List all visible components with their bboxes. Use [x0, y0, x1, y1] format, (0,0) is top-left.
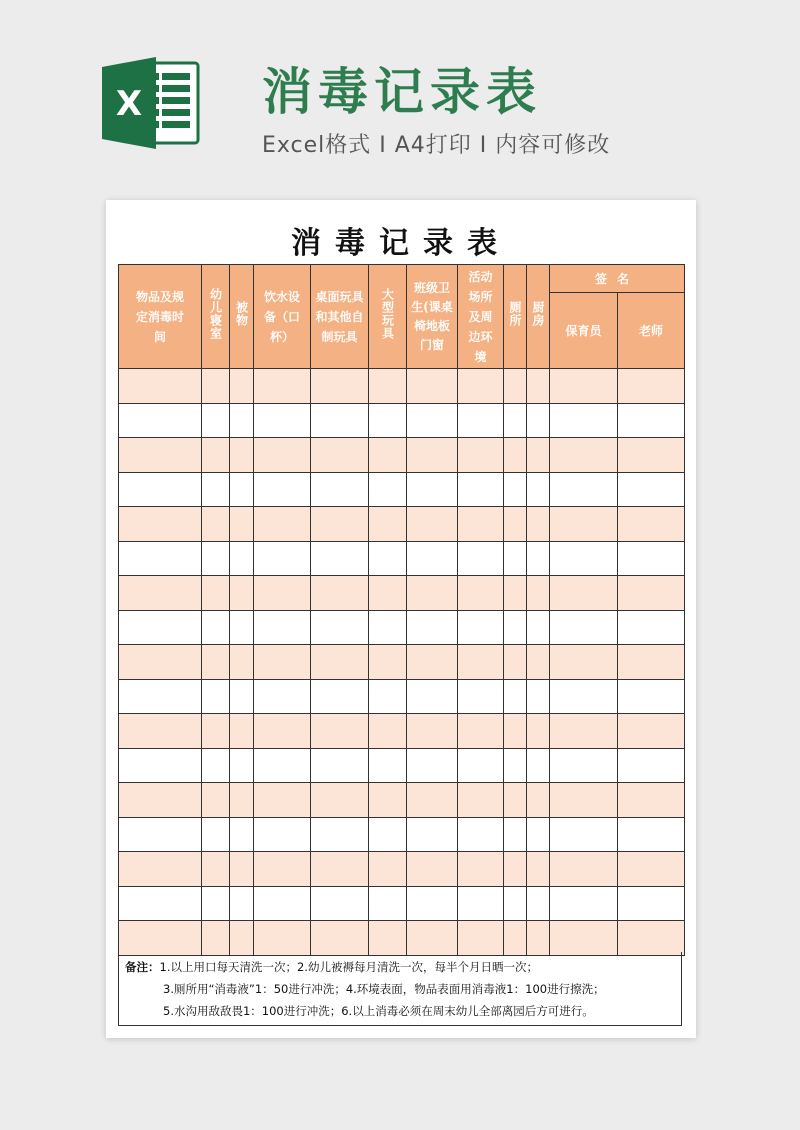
table-cell[interactable] [618, 403, 685, 438]
table-cell[interactable] [527, 403, 550, 438]
table-cell[interactable] [369, 438, 407, 473]
table-cell[interactable] [119, 438, 202, 473]
table-row [119, 679, 685, 714]
table-cell[interactable] [458, 714, 504, 749]
table-cell[interactable] [504, 921, 527, 956]
table-cell[interactable] [504, 507, 527, 542]
table-cell[interactable] [550, 921, 618, 956]
table-cell[interactable] [202, 472, 230, 507]
table-cell[interactable] [311, 748, 369, 783]
table-cell[interactable] [202, 610, 230, 645]
table-cell[interactable] [311, 783, 369, 818]
table-cell[interactable] [311, 817, 369, 852]
table-cell[interactable] [119, 679, 202, 714]
table-cell[interactable] [254, 679, 311, 714]
table-cell[interactable] [527, 679, 550, 714]
table-cell[interactable] [527, 369, 550, 404]
table-row [119, 852, 685, 887]
table-cell[interactable] [618, 438, 685, 473]
table-cell[interactable] [527, 610, 550, 645]
table-cell[interactable] [407, 886, 458, 921]
table-cell[interactable] [407, 403, 458, 438]
table-cell[interactable] [254, 507, 311, 542]
table-cell[interactable] [202, 679, 230, 714]
banner-subtitle: Excel格式 I A4打印 I 内容可修改 [262, 133, 611, 158]
table-cell[interactable] [230, 438, 254, 473]
table-cell[interactable] [550, 507, 618, 542]
table-cell[interactable] [504, 783, 527, 818]
table-cell[interactable] [119, 403, 202, 438]
table-cell[interactable] [119, 783, 202, 818]
table-cell[interactable] [254, 852, 311, 887]
table-cell[interactable] [119, 472, 202, 507]
table-cell[interactable] [230, 852, 254, 887]
table-cell[interactable] [407, 438, 458, 473]
table-cell[interactable] [202, 541, 230, 576]
notes-line-1: 1.以上用口每天清洗一次；2.幼儿被褥每月清洗一次，每半个月日晒一次； [159, 960, 538, 974]
table-cell[interactable] [504, 714, 527, 749]
table-cell[interactable] [254, 817, 311, 852]
table-cell[interactable] [550, 679, 618, 714]
table-cell[interactable] [369, 645, 407, 680]
table-cell[interactable] [618, 541, 685, 576]
table-cell[interactable] [119, 610, 202, 645]
notes-label: 备注： [125, 960, 160, 974]
table-cell[interactable] [119, 886, 202, 921]
table-cell[interactable] [618, 645, 685, 680]
table-cell[interactable] [119, 576, 202, 611]
record-table [118, 264, 685, 956]
table-cell[interactable] [458, 576, 504, 611]
table-cell[interactable] [527, 886, 550, 921]
table-cell[interactable] [311, 507, 369, 542]
table-cell[interactable] [254, 438, 311, 473]
header-bedding: 被物 [230, 265, 254, 369]
table-cell[interactable] [527, 472, 550, 507]
table-cell[interactable] [407, 679, 458, 714]
table-cell[interactable] [230, 679, 254, 714]
table-cell[interactable] [504, 369, 527, 404]
table-cell[interactable] [550, 438, 618, 473]
table-cell[interactable] [254, 403, 311, 438]
logo-letter: X [115, 84, 143, 124]
table-cell[interactable] [407, 541, 458, 576]
table-cell[interactable] [311, 645, 369, 680]
table-cell[interactable] [504, 886, 527, 921]
table-cell[interactable] [504, 576, 527, 611]
table-cell[interactable] [369, 369, 407, 404]
table-cell[interactable] [254, 576, 311, 611]
table-cell[interactable] [119, 507, 202, 542]
table-row [119, 472, 685, 507]
table-cell[interactable] [202, 817, 230, 852]
table-cell[interactable] [202, 886, 230, 921]
table-cell[interactable] [254, 783, 311, 818]
table-cell[interactable] [504, 472, 527, 507]
table-cell[interactable] [504, 748, 527, 783]
table-cell[interactable] [407, 576, 458, 611]
banner-title: 消毒记录表 [262, 63, 542, 121]
table-cell[interactable] [618, 472, 685, 507]
table-cell[interactable] [369, 472, 407, 507]
table-cell[interactable] [618, 679, 685, 714]
table-cell[interactable] [369, 576, 407, 611]
table-cell[interactable] [230, 817, 254, 852]
table-cell[interactable] [202, 369, 230, 404]
table-cell[interactable] [311, 679, 369, 714]
table-cell[interactable] [550, 886, 618, 921]
table-cell[interactable] [527, 438, 550, 473]
table-cell[interactable] [202, 645, 230, 680]
table-row [119, 576, 685, 611]
table-cell[interactable] [458, 541, 504, 576]
table-cell[interactable] [458, 369, 504, 404]
table-row [119, 783, 685, 818]
table-cell[interactable] [458, 645, 504, 680]
table-cell[interactable] [618, 369, 685, 404]
table-row [119, 886, 685, 921]
table-cell[interactable] [254, 921, 311, 956]
table-cell[interactable] [202, 438, 230, 473]
header-caregiver: 保育员 [550, 293, 618, 369]
table-row [119, 748, 685, 783]
table-cell[interactable] [550, 817, 618, 852]
table-row [119, 403, 685, 438]
table-cell[interactable] [527, 817, 550, 852]
table-cell[interactable] [202, 921, 230, 956]
header-teacher: 老师 [618, 293, 685, 369]
table-cell[interactable] [618, 886, 685, 921]
table-cell[interactable] [119, 645, 202, 680]
table-cell[interactable] [311, 472, 369, 507]
table-cell[interactable] [311, 438, 369, 473]
table-cell[interactable] [458, 886, 504, 921]
notes-box [118, 952, 682, 1026]
table-cell[interactable] [618, 714, 685, 749]
table-cell[interactable] [119, 748, 202, 783]
table-cell[interactable] [369, 921, 407, 956]
document-page [106, 200, 696, 1038]
table-cell[interactable] [230, 645, 254, 680]
table-cell[interactable] [119, 714, 202, 749]
table-cell[interactable] [119, 541, 202, 576]
table-cell[interactable] [254, 714, 311, 749]
table-cell[interactable] [311, 541, 369, 576]
table-row [119, 369, 685, 404]
table-cell[interactable] [369, 541, 407, 576]
table-cell[interactable] [254, 369, 311, 404]
table-row [119, 645, 685, 680]
table-cell[interactable] [230, 576, 254, 611]
table-cell[interactable] [550, 852, 618, 887]
table-cell[interactable] [202, 507, 230, 542]
table-cell[interactable] [230, 886, 254, 921]
table-cell[interactable] [527, 714, 550, 749]
table-cell[interactable] [458, 507, 504, 542]
header-toilet: 厕所 [504, 265, 527, 369]
table-cell[interactable] [369, 817, 407, 852]
table-cell[interactable] [311, 886, 369, 921]
notes-line-2: 3.厕所用“消毒液”1：50进行冲洗；4.环境表面，物品表面用消毒液1：100进行擦洗； [163, 982, 605, 996]
table-cell[interactable] [369, 886, 407, 921]
table-cell[interactable] [504, 403, 527, 438]
table-cell[interactable] [311, 852, 369, 887]
header-dorm: 幼儿寝室 [202, 265, 230, 369]
table-cell[interactable] [230, 783, 254, 818]
table-cell[interactable] [119, 817, 202, 852]
table-cell[interactable] [458, 438, 504, 473]
table-cell[interactable] [407, 852, 458, 887]
table-cell[interactable] [407, 714, 458, 749]
table-cell[interactable] [504, 438, 527, 473]
table-cell[interactable] [407, 645, 458, 680]
table-cell[interactable] [369, 783, 407, 818]
document-title: 消毒记录表 [291, 226, 511, 261]
table-row [119, 507, 685, 542]
table-cell[interactable] [407, 610, 458, 645]
table-cell[interactable] [254, 886, 311, 921]
excel-logo-icon [102, 57, 202, 149]
table-cell[interactable] [230, 541, 254, 576]
table-cell[interactable] [254, 748, 311, 783]
table-cell[interactable] [618, 852, 685, 887]
table-cell[interactable] [407, 783, 458, 818]
table-cell[interactable] [202, 748, 230, 783]
table-cell[interactable] [311, 576, 369, 611]
table-row [119, 921, 685, 956]
table-cell[interactable] [202, 783, 230, 818]
notes-line-3: 5.水沟用敌敌畏1：100进行冲洗；6.以上消毒必须在周末幼儿全部离园后方可进行。 [163, 1004, 594, 1018]
table-cell[interactable] [311, 714, 369, 749]
header-activity: 活动场所及周边环境 [458, 265, 504, 369]
table-cell[interactable] [527, 645, 550, 680]
table-cell[interactable] [458, 921, 504, 956]
table-cell[interactable] [527, 507, 550, 542]
table-row [119, 541, 685, 576]
table-cell[interactable] [202, 714, 230, 749]
table-cell[interactable] [527, 748, 550, 783]
table-cell[interactable] [527, 541, 550, 576]
table-cell[interactable] [230, 507, 254, 542]
table-row [119, 438, 685, 473]
table-cell[interactable] [369, 748, 407, 783]
table-cell[interactable] [119, 921, 202, 956]
table-cell[interactable] [311, 369, 369, 404]
table-cell[interactable] [504, 817, 527, 852]
table-cell[interactable] [458, 817, 504, 852]
table-cell[interactable] [230, 369, 254, 404]
table-cell[interactable] [369, 610, 407, 645]
table-cell[interactable] [407, 472, 458, 507]
table-cell[interactable] [550, 576, 618, 611]
table-cell[interactable] [254, 610, 311, 645]
table-cell[interactable] [618, 507, 685, 542]
header-toys: 桌面玩具和其他自制玩具 [311, 265, 369, 369]
table-cell[interactable] [550, 645, 618, 680]
table-cell[interactable] [550, 472, 618, 507]
table-cell[interactable] [407, 817, 458, 852]
table-cell[interactable] [230, 403, 254, 438]
table-cell[interactable] [230, 610, 254, 645]
table-cell[interactable] [550, 610, 618, 645]
table-cell[interactable] [550, 541, 618, 576]
table-cell[interactable] [119, 852, 202, 887]
table-cell[interactable] [369, 403, 407, 438]
table-cell[interactable] [230, 714, 254, 749]
header-large-toys: 大型玩具 [369, 265, 407, 369]
table-cell[interactable] [550, 403, 618, 438]
table-cell[interactable] [504, 610, 527, 645]
table-cell[interactable] [527, 783, 550, 818]
table-cell[interactable] [119, 369, 202, 404]
table-cell[interactable] [369, 714, 407, 749]
table-cell[interactable] [230, 748, 254, 783]
table-cell[interactable] [407, 369, 458, 404]
table-cell[interactable] [527, 852, 550, 887]
table-cell[interactable] [407, 748, 458, 783]
table-cell[interactable] [527, 921, 550, 956]
table-cell[interactable] [407, 921, 458, 956]
header-cup: 饮水设备（口杯） [254, 265, 311, 369]
table-cell[interactable] [369, 679, 407, 714]
table-cell[interactable] [311, 610, 369, 645]
table-cell[interactable] [458, 748, 504, 783]
table-row [119, 817, 685, 852]
table-cell[interactable] [202, 403, 230, 438]
table-row [119, 610, 685, 645]
table-cell[interactable] [254, 645, 311, 680]
table-cell[interactable] [369, 507, 407, 542]
header-item-time: 物品及规定消毒时间 [119, 265, 202, 369]
table-cell[interactable] [369, 852, 407, 887]
table-cell[interactable] [458, 472, 504, 507]
table-cell[interactable] [458, 783, 504, 818]
table-cell[interactable] [618, 610, 685, 645]
table-cell[interactable] [618, 748, 685, 783]
table-cell[interactable] [504, 679, 527, 714]
table-cell[interactable] [504, 645, 527, 680]
table-cell[interactable] [527, 576, 550, 611]
table-cell[interactable] [458, 403, 504, 438]
table-cell[interactable] [550, 783, 618, 818]
table-cell[interactable] [550, 369, 618, 404]
table-cell[interactable] [407, 507, 458, 542]
table-cell[interactable] [550, 714, 618, 749]
table-cell[interactable] [458, 679, 504, 714]
table-cell[interactable] [618, 783, 685, 818]
table-cell[interactable] [504, 852, 527, 887]
header-class-hygiene: 班级卫生(课桌椅地板门窗 [407, 265, 458, 369]
table-cell[interactable] [311, 403, 369, 438]
header-kitchen: 厨房 [527, 265, 550, 369]
table-cell[interactable] [504, 541, 527, 576]
table-cell[interactable] [230, 921, 254, 956]
table-row [119, 714, 685, 749]
table-cell[interactable] [311, 921, 369, 956]
table-cell[interactable] [458, 610, 504, 645]
header-sign: 签名 [550, 265, 685, 293]
table-cell[interactable] [254, 541, 311, 576]
table-cell[interactable] [550, 748, 618, 783]
table-cell[interactable] [458, 852, 504, 887]
table-cell[interactable] [230, 472, 254, 507]
table-cell[interactable] [618, 576, 685, 611]
table-cell[interactable] [202, 852, 230, 887]
table-cell[interactable] [254, 472, 311, 507]
table-cell[interactable] [618, 921, 685, 956]
table-cell[interactable] [202, 576, 230, 611]
table-cell[interactable] [618, 817, 685, 852]
